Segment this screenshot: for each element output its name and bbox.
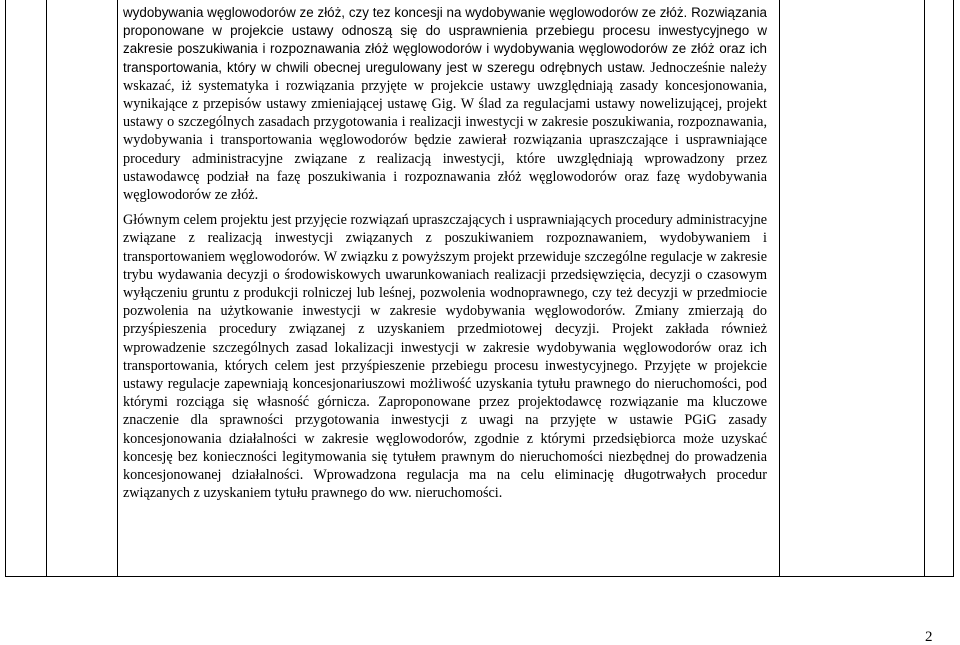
- column-divider-3: [779, 0, 780, 576]
- paragraph-1-serif-run: Jednocześnie należy wskazać, iż systematyka i rozwiązania przyjęte w projekcie ustawy uwzględniają zasady koncesjonowania, wynikające z przepisów ustawy zmieniającej ustawę Gig. W ślad za regulacjami ustawy nowelizującej, projekt ustawy o szczególnych zasadach przygotowania i realizacji inwestycji w zakresie poszukiwania, rozpoznawania, wydobywania i transportowania węglowodorów będzie zawierał rozwiązania upraszczające i usprawniające procedury administracyjne związane z realizacją inwestycji, które uwzględniają wprowadzony przez ustawodawcę podział na fazę poszukiwania i rozpoznawania złóż węglowodorów oraz fazę wydobywania węglowodorów ze złóż.: [123, 59, 767, 204]
- column-divider-4: [924, 0, 925, 576]
- column-divider-2: [117, 0, 118, 576]
- justification-text-cell: [123, 4, 767, 502]
- page-number: 2: [925, 629, 933, 645]
- paragraph-1-sans-run: wydobywania węglowodorów ze złóż, czy tez koncesji na wydobywanie węglowodorów ze złóż. Rozwiązania proponowane w projekcie ustawy odnoszą się do usprawnienia przebiegu procesu inwestycyjnego w zakresie poszukiwania i rozpoznawania złóż węglowodorów i wydobywania węglowodorów ze złóż oraz ich transportowania, który w chwili obecnej uregulowany jest w szeregu odrębnych ustaw.: [123, 5, 767, 75]
- paragraph-2: Głównym celem projektu jest przyjęcie rozwiązań upraszczających i usprawniających procedury administracyjne związane z realizacją inwestycji związanych z poszukiwaniem rozpoznawaniem, wydobywaniem i transportowaniem węglowodorów. W związku z powyższym projekt przewiduje szczególne regulacje w zakresie trybu wydawania decyzji o środowiskowych uwarunkowaniach realizacji przedsięwzięcia, decyzji o czasowym wyłączeniu gruntu z produkcji rolniczej lub leśnej, pozwolenia wodnoprawnego, czy też decyzji w przedmiocie pozwolenia na użytkowanie inwestycji w zakresie wydobywania węglowodorów. Zmiany zmierzają do przyśpieszenia procedury związanej z uzyskaniem przedmiotowej decyzji. Projekt zakłada również wprowadzenie szczególnych zasad lokalizacji inwestycji w zakresie wydobywania węglowodorów oraz ich transportowania, których celem jest przyśpieszenie przebiegu procesu inwestycyjnego. Przyjęte w projekcie ustawy regulacje zapewniają koncesjonariuszowi możliwość uzyskania tytułu prawnego do nieruchomości, pod którymi rozciąga się własność górnicza. Zaproponowane przez projektodawcę rozwiązanie ma kluczowe znaczenie dla sprawności przygotowania inwestycji z uwagi na przyjęte w ustawie PGiG zasady koncesjonowania działalności w zakresie węglowodorów, zgodnie z którymi przedsiębiorca może uzyskać koncesję bez konieczności legitymowania się tytułem prawnym do nieruchomości niezbędnej do prowadzenia koncesjonowanej działalności. Wprowadzona regulacja ma na celu eliminację długotrwałych procedur związanych z uzyskaniem tytułu prawnego do ww. nieruchomości.: [123, 212, 767, 502]
- column-divider-1: [46, 0, 47, 576]
- paragraph-1: [123, 4, 767, 204]
